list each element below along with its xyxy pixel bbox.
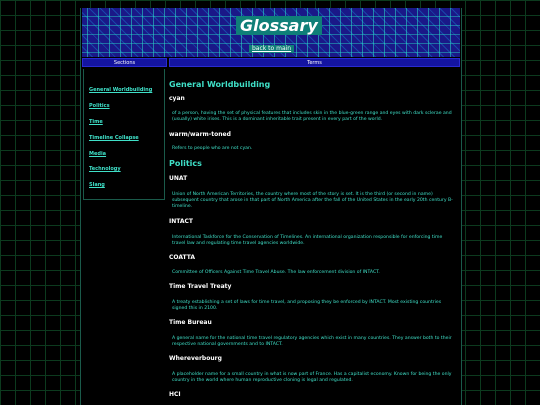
page-container [80, 8, 462, 405]
header-banner [82, 8, 460, 57]
terms-header: Terms [169, 58, 460, 67]
definition-warm: Refers to people who are not cyan. [172, 146, 253, 151]
term-unat: UNAT [169, 175, 188, 182]
definition-unat: Union of North American Territories, the country where most of the story is set. It is the third (or second in name) subsequent country that arose in that part of North America after the fall of the United States in the early 20th century B-timeline. [172, 192, 453, 209]
sidebar-item-politics[interactable]: Politics [89, 103, 110, 109]
definition-coatta: Committee of Officers Against Time Travel Abuse. The law enforcement division of INTACT. [172, 270, 380, 275]
definition-intact: International Taskforce for the Conservation of Timelines. An international organization responsible for enforcing time travel law and regulating time travel agencies worldwide. [172, 235, 443, 246]
term-warm: warm/warm-toned [169, 131, 231, 138]
sidebar [83, 69, 165, 200]
term-cyan: cyan [169, 95, 185, 102]
column-headers [82, 58, 460, 67]
sidebar-item-media[interactable]: Media [89, 151, 107, 157]
definition-whereverbourg: A placeholder name for a small country in what is now part of France. Has a capitalist economy. Known for being the only country in the world where human reproductive cloning is legal and regulated. [172, 372, 452, 383]
sidebar-item-time[interactable]: Time [89, 119, 103, 125]
definition-cyan: of a person, having the set of physical features that includes skin in the blue-green range and eyes with dark sclerae and (usually) white irises. This is a dominant inheritable trait present in every part of the world. [172, 111, 452, 122]
sidebar-item-general-worldbuilding[interactable]: General Worldbuilding [89, 87, 153, 93]
definition-time-bureau: A general name for the national time travel regulatory agencies which exist in many countries. They answer both to their respective national governments and to INTACT. [172, 336, 452, 347]
definition-time-travel-treaty: A treaty establishing a set of laws for time travel, and proposing they be enforced by INTACT. Most existing countries signed this in 2100. [172, 300, 442, 311]
title-box [236, 16, 322, 35]
sidebar-item-timeline-collapse[interactable]: Timeline Collapse [89, 135, 139, 141]
term-intact: INTACT [169, 218, 194, 225]
section-heading-general-worldbuilding: General Worldbuilding [169, 80, 271, 89]
term-time-bureau: Time Bureau [169, 319, 212, 326]
term-time-travel-treaty: Time Travel Treaty [169, 283, 232, 290]
page-title: Glossary [240, 16, 318, 35]
back-to-main-link[interactable]: back to main [249, 45, 294, 53]
sidebar-item-technology[interactable]: Technology [89, 166, 121, 172]
sidebar-item-slang[interactable]: Slang [89, 182, 105, 188]
section-heading-politics: Politics [169, 159, 202, 168]
term-hci: HCI [169, 391, 181, 398]
sections-header: Sections [82, 58, 167, 67]
term-whereverbourg: Whereverbourg [169, 355, 222, 362]
term-coatta: COATTA [169, 254, 196, 261]
